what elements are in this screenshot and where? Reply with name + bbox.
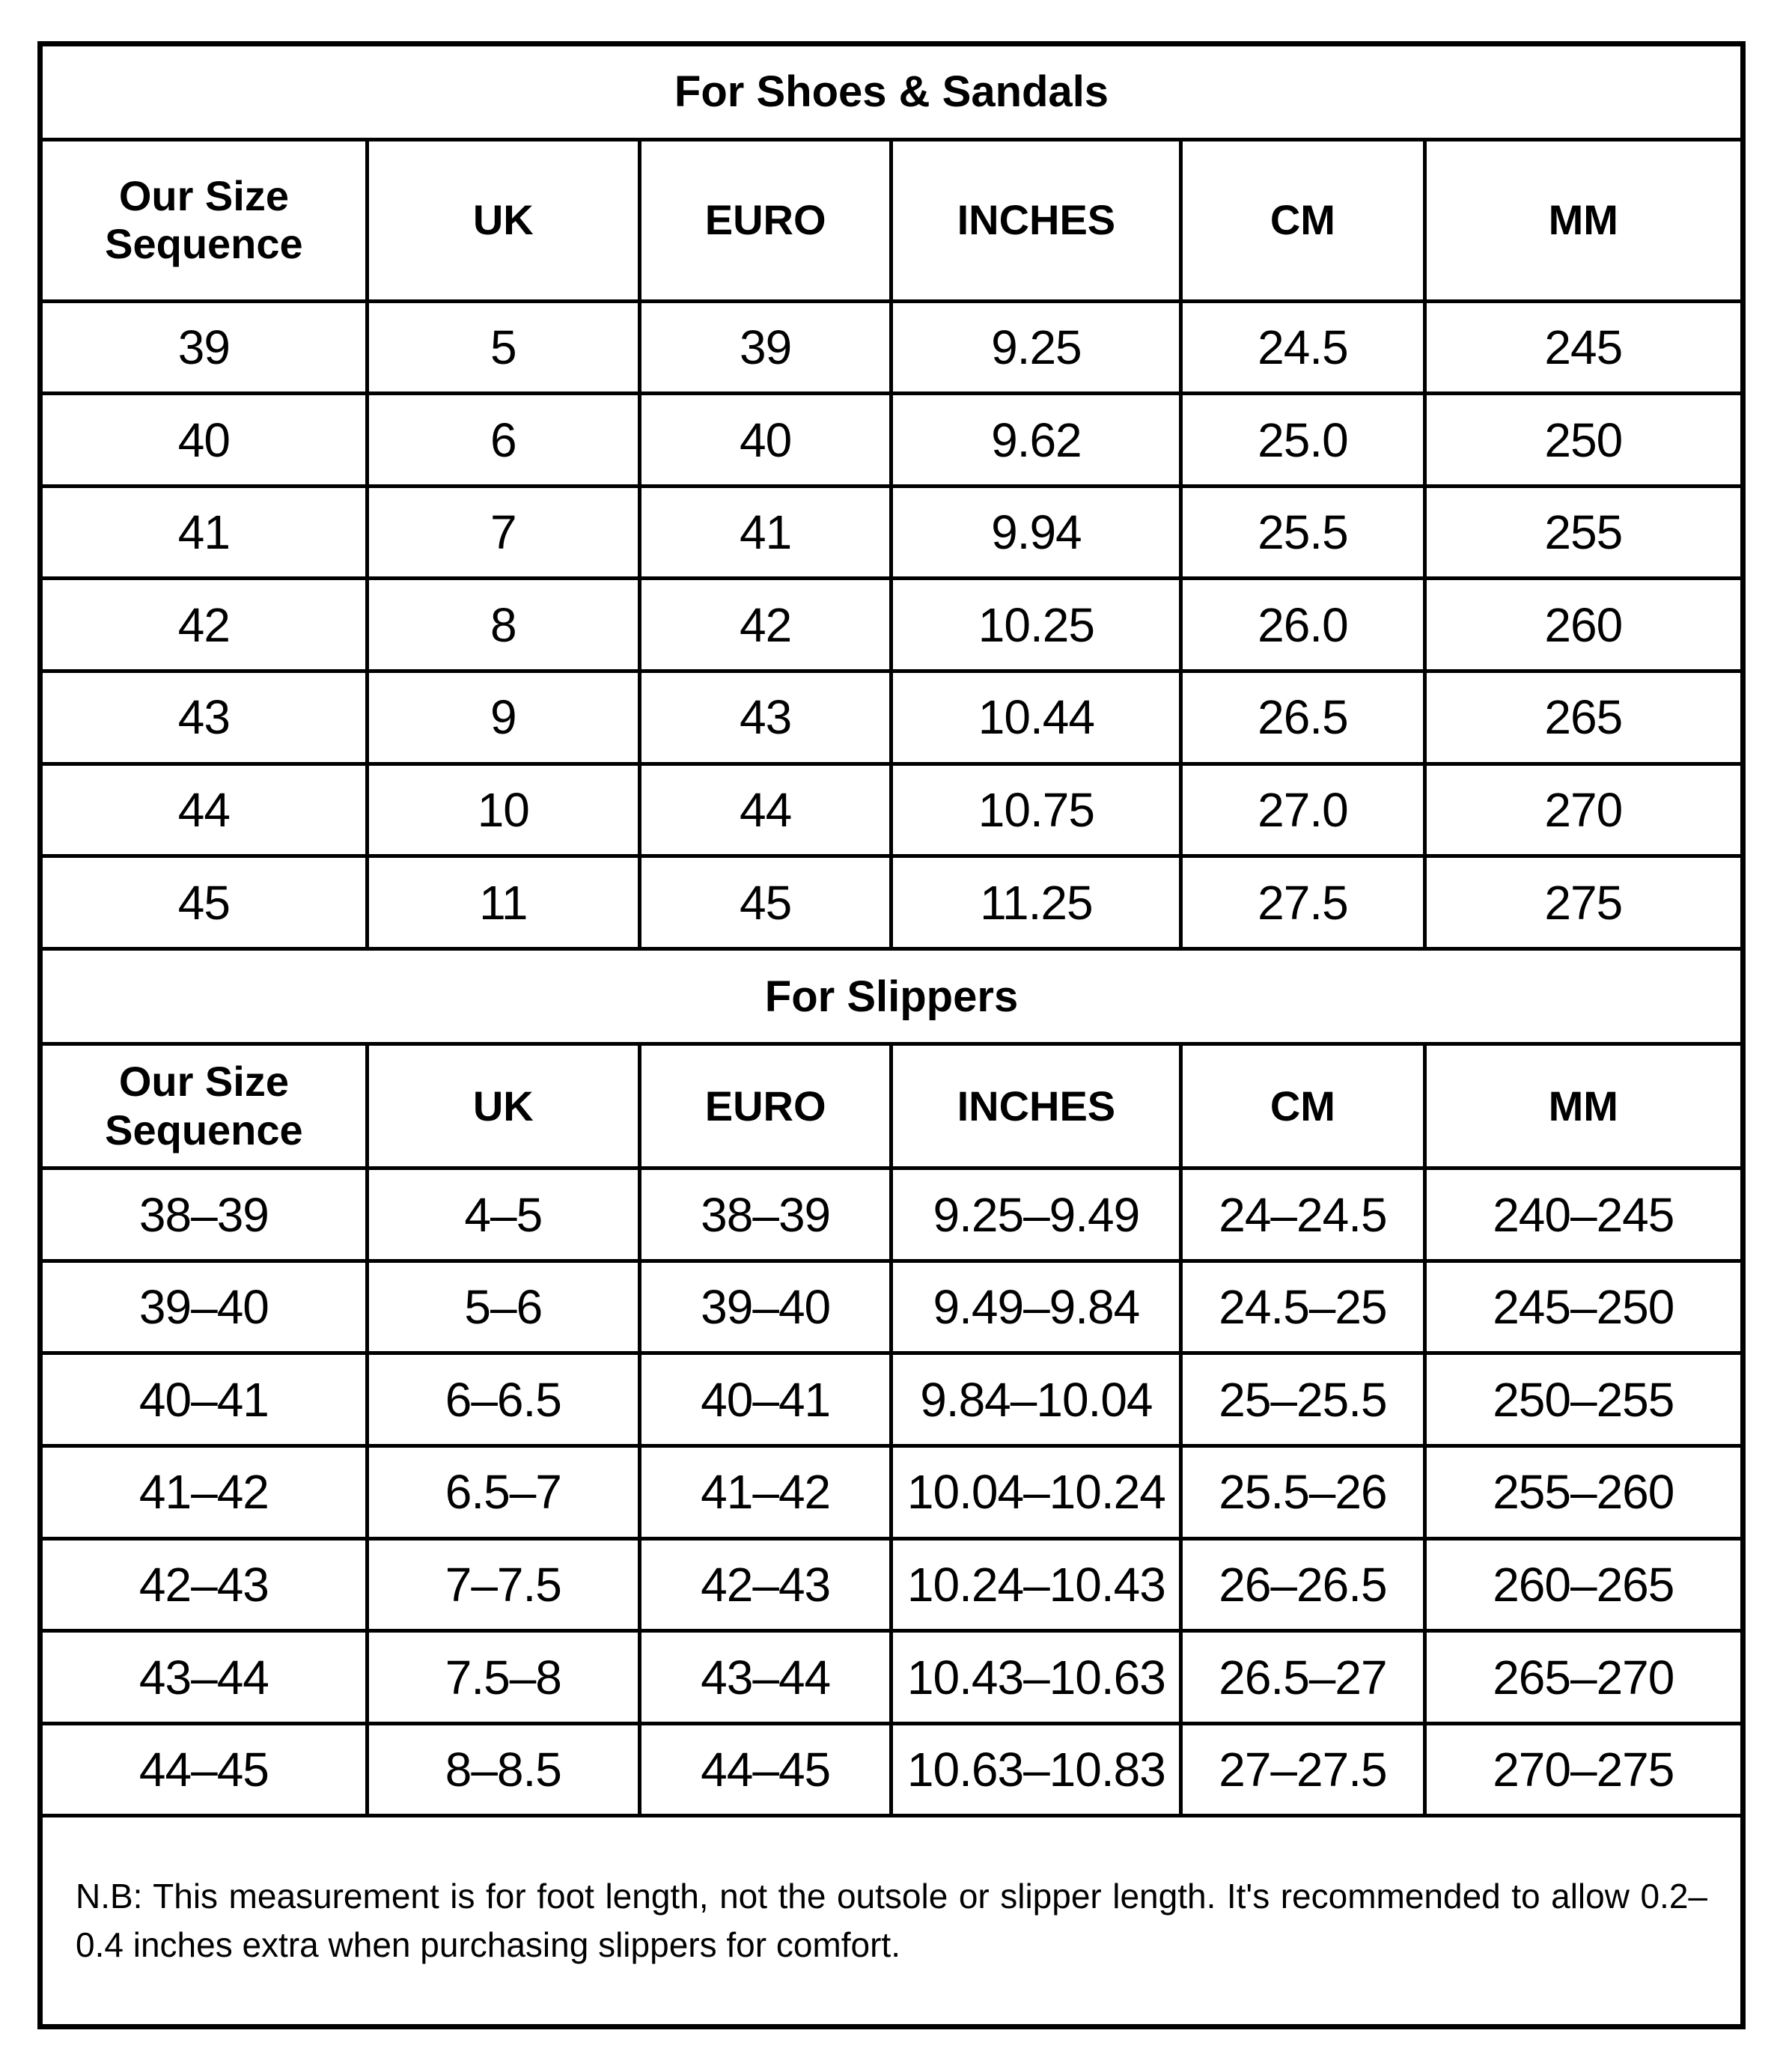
cell: 7–7.5 [367, 1538, 639, 1631]
cell: 9.25 [892, 301, 1181, 394]
cell: 10.75 [892, 764, 1181, 856]
cell: 43–44 [639, 1631, 892, 1724]
shoes-header-cm: CM [1181, 139, 1424, 301]
cell: 41–42 [40, 1446, 368, 1539]
cell: 10.25 [892, 579, 1181, 671]
shoes-header-mm: MM [1424, 139, 1743, 301]
cell: 6.5–7 [367, 1446, 639, 1539]
cell: 25.5–26 [1181, 1446, 1424, 1539]
cell: 25.5 [1181, 486, 1424, 579]
slippers-header-mm: MM [1424, 1044, 1743, 1168]
cell: 240–245 [1424, 1168, 1743, 1261]
cell: 39–40 [639, 1261, 892, 1353]
slippers-header-row [40, 1044, 1743, 1168]
cell: 41 [40, 486, 368, 579]
table-row [40, 1446, 1743, 1539]
cell: 26.5 [1181, 671, 1424, 764]
cell: 43 [639, 671, 892, 764]
cell: 42 [639, 579, 892, 671]
table-row [40, 1631, 1743, 1724]
cell: 10.63–10.83 [892, 1723, 1181, 1816]
cell: 275 [1424, 856, 1743, 949]
cell: 265 [1424, 671, 1743, 764]
size-chart [37, 41, 1746, 2029]
cell: 10.43–10.63 [892, 1631, 1181, 1724]
cell: 270 [1424, 764, 1743, 856]
table-row [40, 579, 1743, 671]
cell: 42 [40, 579, 368, 671]
slippers-section-title-row [40, 948, 1743, 1044]
cell: 10.44 [892, 671, 1181, 764]
cell: 26–26.5 [1181, 1538, 1424, 1631]
cell: 270–275 [1424, 1723, 1743, 1816]
cell: 9.49–9.84 [892, 1261, 1181, 1353]
table-row [40, 1168, 1743, 1261]
cell: 9.84–10.04 [892, 1353, 1181, 1446]
cell: 38–39 [639, 1168, 892, 1261]
note-text: N.B: This measurement is for foot length, not the outsole or slipper length. It's recommended to allow 0.2–0.4 inches extra when purchasing slippers for comfort. [40, 1816, 1743, 2027]
cell: 44 [40, 764, 368, 856]
slippers-header-our-size: Our Size Sequence [40, 1044, 368, 1168]
cell: 26.5–27 [1181, 1631, 1424, 1724]
cell: 44 [639, 764, 892, 856]
cell: 26.0 [1181, 579, 1424, 671]
shoes-section-title: For Shoes & Sandals [40, 44, 1743, 140]
slippers-header-inches: INCHES [892, 1044, 1181, 1168]
table-row [40, 301, 1743, 394]
cell: 245–250 [1424, 1261, 1743, 1353]
cell: 6 [367, 394, 639, 487]
table-row [40, 486, 1743, 579]
cell: 40–41 [639, 1353, 892, 1446]
cell: 25.0 [1181, 394, 1424, 487]
cell: 9 [367, 671, 639, 764]
cell: 8–8.5 [367, 1723, 639, 1816]
table-row [40, 1538, 1743, 1631]
shoes-section-title-row [40, 44, 1743, 140]
cell: 24.5–25 [1181, 1261, 1424, 1353]
shoes-header-euro: EURO [639, 139, 892, 301]
cell: 260 [1424, 579, 1743, 671]
cell: 4–5 [367, 1168, 639, 1261]
size-chart-table [37, 41, 1746, 2029]
cell: 25–25.5 [1181, 1353, 1424, 1446]
cell: 39 [639, 301, 892, 394]
cell: 6–6.5 [367, 1353, 639, 1446]
shoes-header-inches: INCHES [892, 139, 1181, 301]
shoes-header-uk: UK [367, 139, 639, 301]
cell: 27.0 [1181, 764, 1424, 856]
cell: 42–43 [639, 1538, 892, 1631]
cell: 42–43 [40, 1538, 368, 1631]
cell: 41 [639, 486, 892, 579]
cell: 11 [367, 856, 639, 949]
slippers-header-euro: EURO [639, 1044, 892, 1168]
cell: 9.94 [892, 486, 1181, 579]
cell: 7.5–8 [367, 1631, 639, 1724]
note-row [40, 1816, 1743, 2027]
cell: 245 [1424, 301, 1743, 394]
cell: 39–40 [40, 1261, 368, 1353]
slippers-section-title: For Slippers [40, 948, 1743, 1044]
table-row [40, 394, 1743, 487]
cell: 5–6 [367, 1261, 639, 1353]
cell: 24–24.5 [1181, 1168, 1424, 1261]
cell: 38–39 [40, 1168, 368, 1261]
cell: 250–255 [1424, 1353, 1743, 1446]
table-row [40, 1353, 1743, 1446]
cell: 27–27.5 [1181, 1723, 1424, 1816]
shoes-header-our-size: Our Size Sequence [40, 139, 368, 301]
cell: 255 [1424, 486, 1743, 579]
cell: 40–41 [40, 1353, 368, 1446]
cell: 255–260 [1424, 1446, 1743, 1539]
cell: 45 [40, 856, 368, 949]
cell: 24.5 [1181, 301, 1424, 394]
cell: 43–44 [40, 1631, 368, 1724]
table-row [40, 856, 1743, 949]
cell: 9.25–9.49 [892, 1168, 1181, 1261]
cell: 40 [639, 394, 892, 487]
table-row [40, 1261, 1743, 1353]
cell: 44–45 [40, 1723, 368, 1816]
cell: 10 [367, 764, 639, 856]
cell: 27.5 [1181, 856, 1424, 949]
table-row [40, 1723, 1743, 1816]
cell: 39 [40, 301, 368, 394]
cell: 44–45 [639, 1723, 892, 1816]
cell: 250 [1424, 394, 1743, 487]
cell: 10.04–10.24 [892, 1446, 1181, 1539]
cell: 45 [639, 856, 892, 949]
cell: 40 [40, 394, 368, 487]
cell: 9.62 [892, 394, 1181, 487]
cell: 7 [367, 486, 639, 579]
cell: 5 [367, 301, 639, 394]
cell: 260–265 [1424, 1538, 1743, 1631]
cell: 43 [40, 671, 368, 764]
table-row [40, 671, 1743, 764]
cell: 11.25 [892, 856, 1181, 949]
cell: 265–270 [1424, 1631, 1743, 1724]
slippers-header-uk: UK [367, 1044, 639, 1168]
table-row [40, 764, 1743, 856]
slippers-header-cm: CM [1181, 1044, 1424, 1168]
shoes-header-row [40, 139, 1743, 301]
cell: 41–42 [639, 1446, 892, 1539]
cell: 10.24–10.43 [892, 1538, 1181, 1631]
cell: 8 [367, 579, 639, 671]
